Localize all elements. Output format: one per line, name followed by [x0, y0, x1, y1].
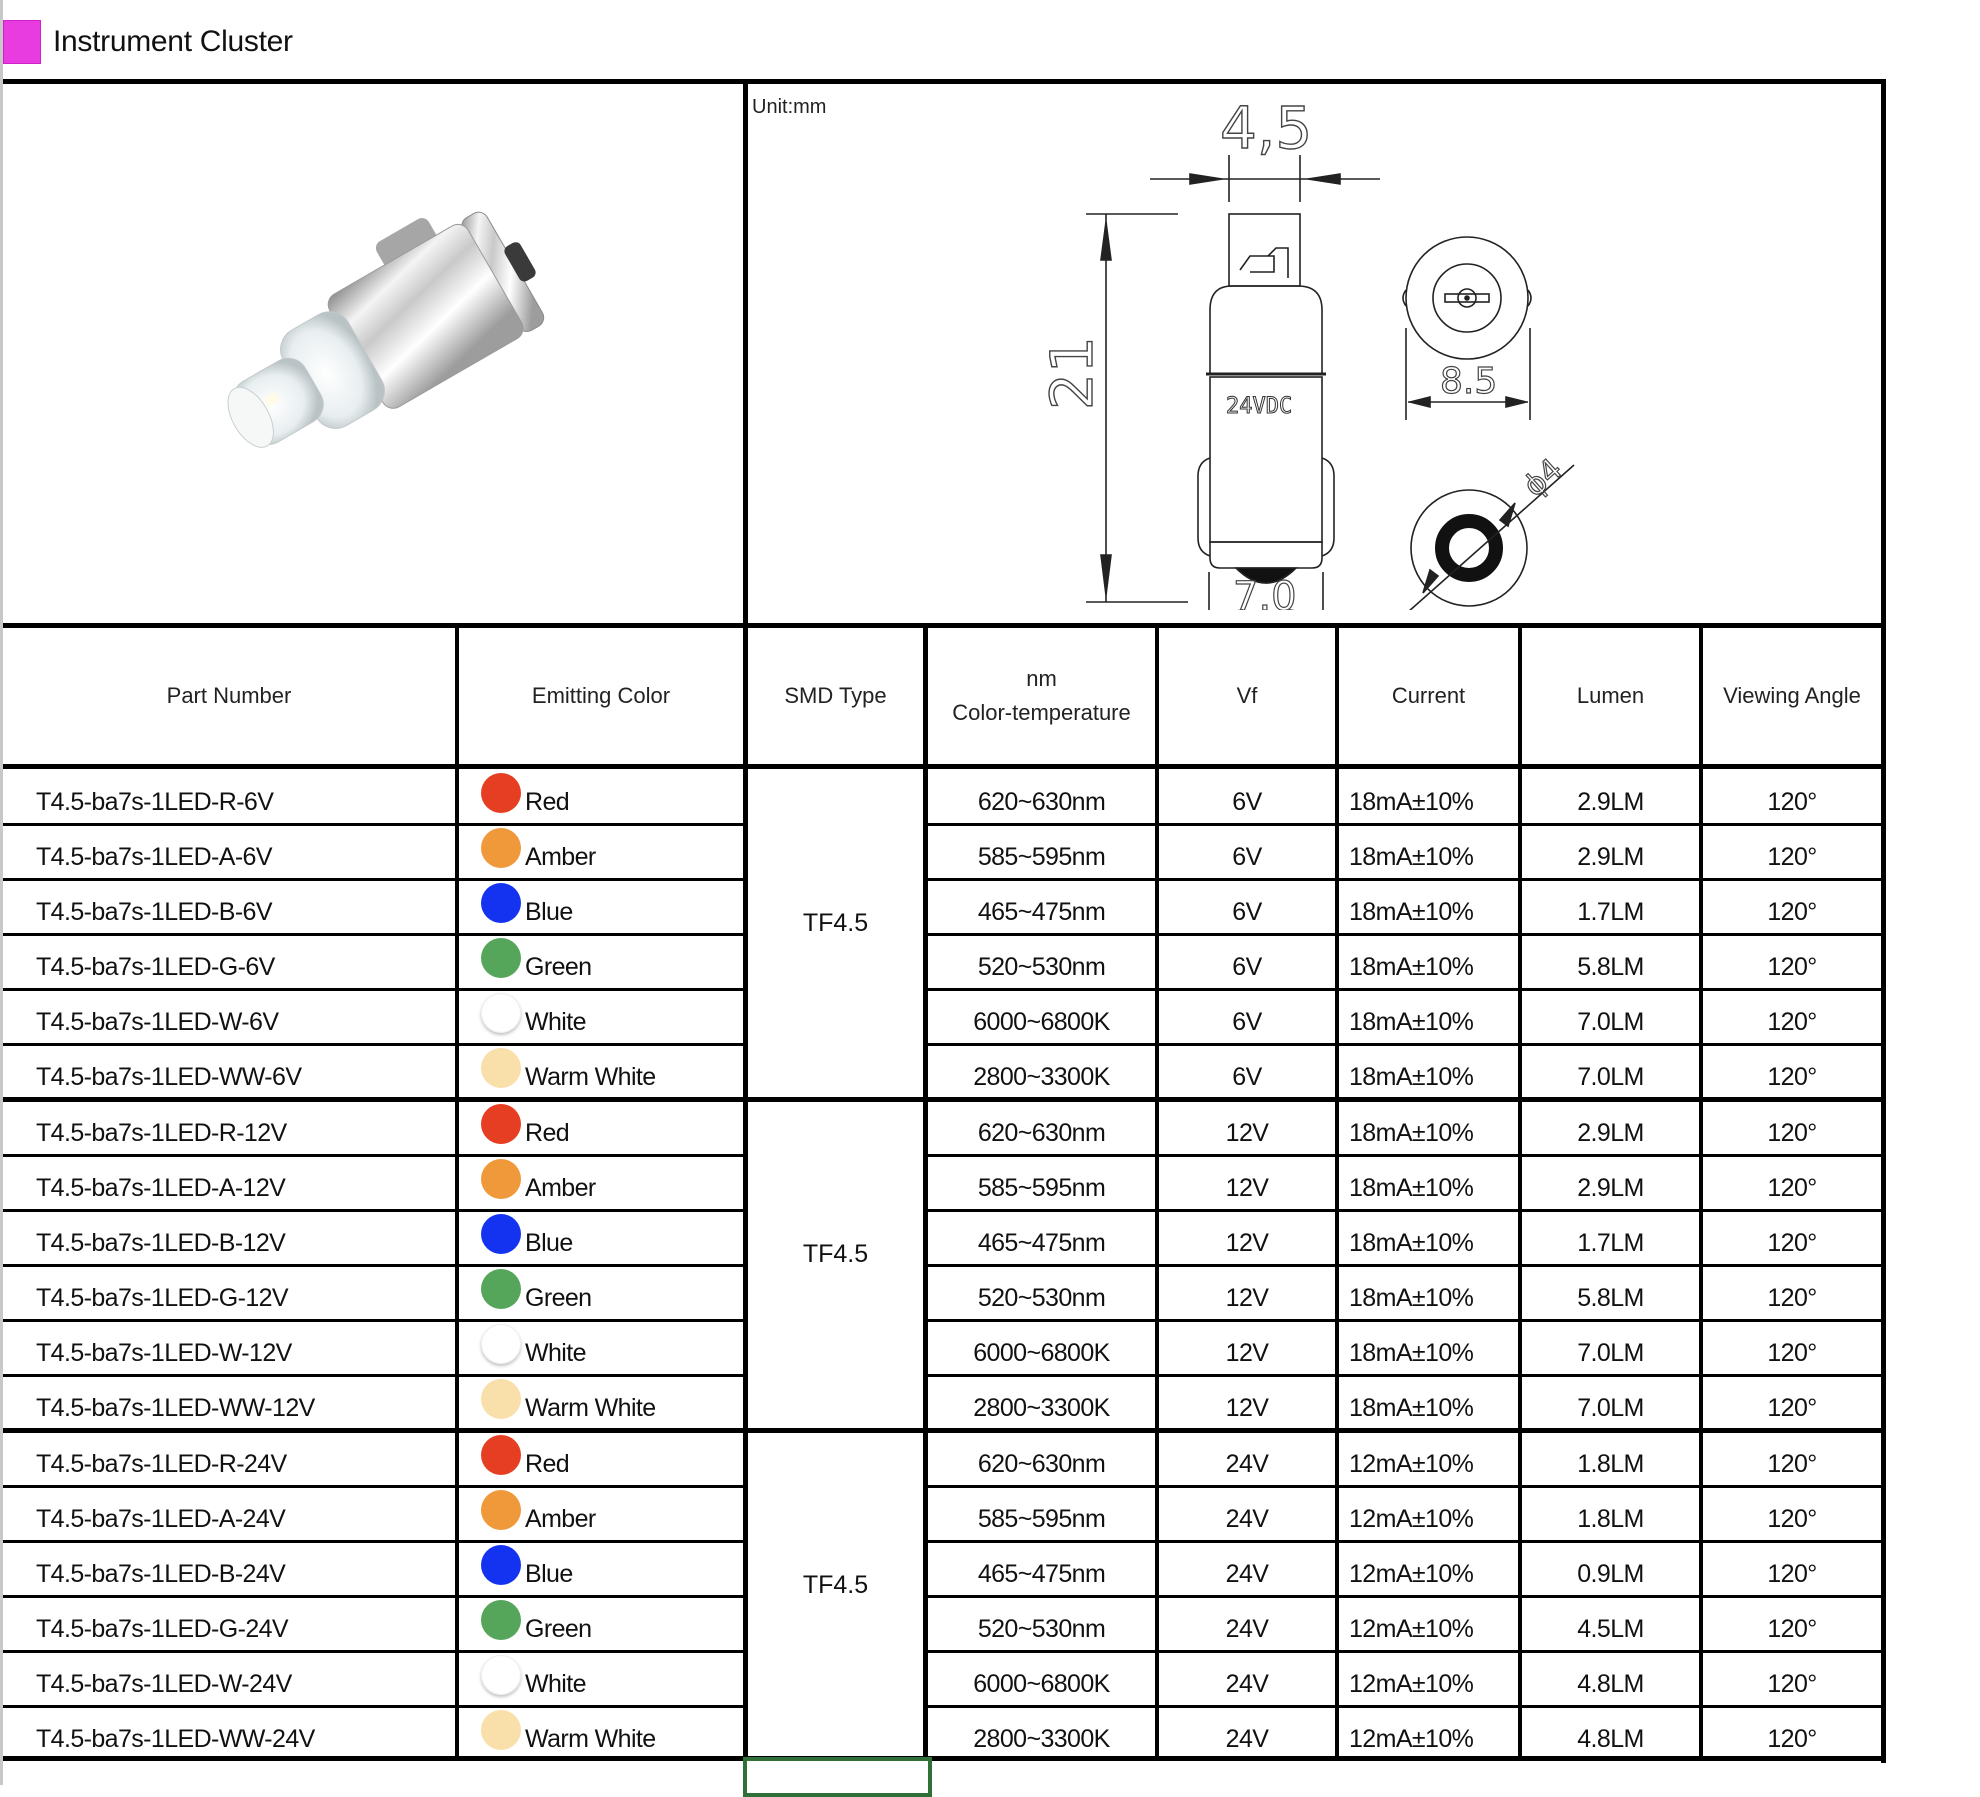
current-cell: [1339, 989, 1518, 1044]
vf-cell: [1159, 1486, 1335, 1541]
current-cell: [1339, 879, 1518, 934]
vf-cell-text: 12V: [1225, 1174, 1269, 1202]
wavelength-cell-text: 520~530nm: [977, 1615, 1106, 1643]
vf-cell-text: 6V: [1232, 1063, 1262, 1091]
vf-cell: [1159, 1210, 1335, 1265]
wavelength-cell-text: 465~475nm: [977, 898, 1106, 926]
wavelength-cell-text: 520~530nm: [977, 1284, 1106, 1312]
part-number-cell: [3, 1265, 455, 1320]
vf-cell-text: 6V: [1232, 788, 1262, 816]
emitting-color-cell: [459, 1320, 743, 1375]
color-swatch-icon: [481, 1435, 521, 1475]
viewing-angle-cell: [1703, 1486, 1881, 1541]
vf-cell-text: 24V: [1225, 1450, 1269, 1478]
wavelength-cell: [928, 1265, 1155, 1320]
viewing-angle-cell-text: 120°: [1767, 1725, 1817, 1753]
emitting-color-cell-text: Green: [525, 953, 592, 981]
lumen-cell: [1522, 1486, 1699, 1541]
viewing-angle-cell: [1703, 1651, 1881, 1706]
wavelength-cell-text: 6000~6800K: [973, 1008, 1110, 1036]
lumen-cell: [1522, 1320, 1699, 1375]
part-number-cell: [3, 1044, 455, 1099]
dim-base-width: 7.0: [1233, 574, 1297, 610]
vf-cell: [1159, 934, 1335, 989]
title-color-marker: [3, 20, 41, 64]
vf-cell-text: 12V: [1225, 1119, 1269, 1147]
viewing-angle-cell-text: 120°: [1767, 1008, 1817, 1036]
emitting-color-cell: [459, 1100, 743, 1155]
current-cell: [1339, 1265, 1518, 1320]
color-swatch-icon: [481, 883, 521, 923]
selected-cell[interactable]: [743, 1757, 932, 1797]
table-right-border: [1881, 79, 1886, 1763]
part-number-cell-text: T4.5-ba7s-1LED-G-24V: [36, 1615, 289, 1643]
lumen-cell: [1522, 1210, 1699, 1265]
lumen-cell-text: 7.0LM: [1577, 1394, 1644, 1422]
part-number-cell: [3, 934, 455, 989]
part-number-cell: [3, 879, 455, 934]
emitting-color-cell-text: Red: [525, 1450, 570, 1478]
lumen-cell: [1522, 934, 1699, 989]
part-number-cell-text: T4.5-ba7s-1LED-W-12V: [36, 1339, 292, 1367]
vf-cell-text: 6V: [1232, 843, 1262, 871]
viewing-angle-cell: [1703, 1265, 1881, 1320]
vf-cell: [1159, 1100, 1335, 1155]
vf-cell-text: 24V: [1225, 1725, 1269, 1753]
unit-label: Unit:mm: [752, 96, 827, 118]
wavelength-cell: [928, 824, 1155, 879]
emitting-color-cell-text: Warm White: [525, 1394, 656, 1422]
lumen-cell-text: 4.8LM: [1577, 1725, 1644, 1753]
part-number-cell: [3, 1486, 455, 1541]
wavelength-cell: [928, 934, 1155, 989]
viewing-angle-cell-text: 120°: [1767, 1394, 1817, 1422]
color-swatch-icon: [481, 1324, 521, 1364]
emitting-color-cell: [459, 1431, 743, 1486]
lumen-cell: [1522, 1100, 1699, 1155]
lumen-cell: [1522, 1265, 1699, 1320]
current-cell-text: 12mA±10%: [1349, 1560, 1474, 1588]
current-cell: [1339, 824, 1518, 879]
emitting-color-cell: [459, 1265, 743, 1320]
viewing-angle-cell-text: 120°: [1767, 953, 1817, 981]
lumen-cell: [1522, 1375, 1699, 1430]
dim-height: 21: [1038, 336, 1106, 410]
lumen-cell-text: 1.8LM: [1577, 1450, 1644, 1478]
emitting-color-cell-text: Amber: [525, 1505, 596, 1533]
header-wavelength: [928, 628, 1155, 764]
current-cell-text: 18mA±10%: [1349, 1119, 1474, 1147]
wavelength-cell: [928, 1706, 1155, 1761]
viewing-angle-cell: [1703, 1210, 1881, 1265]
header-vf: Vf: [1236, 683, 1258, 708]
vf-cell-text: 24V: [1225, 1505, 1269, 1533]
wavelength-cell-text: 620~630nm: [977, 788, 1106, 816]
image-divider: [743, 79, 748, 627]
viewing-angle-cell-text: 120°: [1767, 1339, 1817, 1367]
current-cell: [1339, 1706, 1518, 1761]
current-cell: [1339, 1541, 1518, 1596]
header-part-number: Part Number: [166, 683, 292, 708]
emitting-color-cell: [459, 934, 743, 989]
viewing-angle-cell-text: 120°: [1767, 1063, 1817, 1091]
color-swatch-icon: [481, 828, 521, 868]
dim-contact-diameter: ϕ4: [1516, 451, 1570, 504]
lumen-cell: [1522, 1651, 1699, 1706]
vf-cell: [1159, 1431, 1335, 1486]
table-top-border: [3, 79, 1886, 84]
viewing-angle-cell: [1703, 989, 1881, 1044]
lumen-cell: [1522, 989, 1699, 1044]
header-lumen: Lumen: [1576, 683, 1645, 708]
wavelength-cell: [928, 1375, 1155, 1430]
current-cell: [1339, 1044, 1518, 1099]
lumen-cell: [1522, 1706, 1699, 1761]
vf-cell: [1159, 1265, 1335, 1320]
current-cell-text: 18mA±10%: [1349, 1174, 1474, 1202]
viewing-angle-cell-text: 120°: [1767, 1450, 1817, 1478]
wavelength-cell-text: 620~630nm: [977, 1119, 1106, 1147]
header-wavelength-unit: nm: [1026, 666, 1057, 691]
current-cell: [1339, 1596, 1518, 1651]
lumen-cell: [1522, 1596, 1699, 1651]
lumen-cell-text: 0.9LM: [1577, 1560, 1644, 1588]
wavelength-cell-text: 465~475nm: [977, 1560, 1106, 1588]
part-number-cell-text: T4.5-ba7s-1LED-W-6V: [36, 1008, 279, 1036]
viewing-angle-cell-text: 120°: [1767, 1505, 1817, 1533]
part-number-cell: [3, 824, 455, 879]
current-cell: [1339, 1651, 1518, 1706]
emitting-color-cell: [459, 769, 743, 824]
emitting-color-cell-text: Blue: [525, 1229, 573, 1257]
current-cell-text: 18mA±10%: [1349, 1284, 1474, 1312]
vf-cell: [1159, 1155, 1335, 1210]
emitting-color-cell: [459, 1044, 743, 1099]
current-cell-text: 12mA±10%: [1349, 1505, 1474, 1533]
viewing-angle-cell: [1703, 934, 1881, 989]
part-number-cell-text: T4.5-ba7s-1LED-A-24V: [36, 1505, 286, 1533]
viewing-angle-cell: [1703, 1596, 1881, 1651]
dim-width-top: 4,5: [1220, 94, 1313, 162]
wavelength-cell-text: 585~595nm: [977, 1174, 1106, 1202]
part-number-cell-text: T4.5-ba7s-1LED-B-24V: [36, 1560, 286, 1588]
viewing-angle-cell: [1703, 879, 1881, 934]
part-number-cell-text: T4.5-ba7s-1LED-R-12V: [36, 1119, 287, 1147]
part-number-cell: [3, 1155, 455, 1210]
viewing-angle-cell-text: 120°: [1767, 1560, 1817, 1588]
lumen-cell-text: 5.8LM: [1577, 1284, 1644, 1312]
color-swatch-icon: [481, 1655, 521, 1695]
wavelength-cell-text: 2800~3300K: [973, 1063, 1110, 1091]
part-number-cell: [3, 1320, 455, 1375]
viewing-angle-cell-text: 120°: [1767, 1174, 1817, 1202]
current-cell-text: 18mA±10%: [1349, 1229, 1474, 1257]
emitting-color-cell: [459, 879, 743, 934]
part-number-cell: [3, 1431, 455, 1486]
wavelength-cell-text: 620~630nm: [977, 1450, 1106, 1478]
part-number-cell-text: T4.5-ba7s-1LED-G-12V: [36, 1284, 289, 1312]
part-number-cell: [3, 989, 455, 1044]
viewing-angle-cell-text: 120°: [1767, 843, 1817, 871]
part-number-cell-text: T4.5-ba7s-1LED-A-12V: [36, 1174, 286, 1202]
wavelength-cell-text: 2800~3300K: [973, 1394, 1110, 1422]
header-smd-type: SMD Type: [784, 683, 887, 708]
color-swatch-icon: [481, 1214, 521, 1254]
lumen-cell-text: 2.9LM: [1577, 1119, 1644, 1147]
viewing-angle-cell: [1703, 824, 1881, 879]
wavelength-cell-text: 585~595nm: [977, 1505, 1106, 1533]
emitting-color-cell: [459, 1651, 743, 1706]
current-cell-text: 18mA±10%: [1349, 1394, 1474, 1422]
emitting-color-cell-text: Warm White: [525, 1063, 656, 1091]
current-cell-text: 18mA±10%: [1349, 1063, 1474, 1091]
body-marking: 24VDC: [1226, 394, 1293, 419]
vf-cell-text: 24V: [1225, 1670, 1269, 1698]
part-number-cell: [3, 1100, 455, 1155]
current-cell: [1339, 769, 1518, 824]
lumen-cell-text: 7.0LM: [1577, 1008, 1644, 1036]
part-number-cell-text: T4.5-ba7s-1LED-W-24V: [36, 1670, 292, 1698]
lumen-cell: [1522, 879, 1699, 934]
color-swatch-icon: [481, 1490, 521, 1530]
part-number-cell: [3, 1706, 455, 1761]
wavelength-cell: [928, 1210, 1155, 1265]
emitting-color-cell-text: Red: [525, 788, 570, 816]
viewing-angle-cell-text: 120°: [1767, 788, 1817, 816]
vf-cell-text: 6V: [1232, 953, 1262, 981]
viewing-angle-cell: [1703, 1431, 1881, 1486]
part-number-cell-text: T4.5-ba7s-1LED-R-6V: [36, 788, 274, 816]
part-number-cell: [3, 1596, 455, 1651]
part-number-cell-text: T4.5-ba7s-1LED-G-6V: [36, 953, 275, 981]
emitting-color-cell: [459, 1486, 743, 1541]
lumen-cell-text: 2.9LM: [1577, 843, 1644, 871]
emitting-color-cell-text: Blue: [525, 1560, 573, 1588]
smd-type-cell: TF4.5: [802, 909, 869, 937]
part-number-cell-text: T4.5-ba7s-1LED-B-12V: [36, 1229, 286, 1257]
wavelength-cell-text: 585~595nm: [977, 843, 1106, 871]
vf-cell-text: 6V: [1232, 1008, 1262, 1036]
lumen-cell-text: 1.8LM: [1577, 1505, 1644, 1533]
emitting-color-cell-text: Warm White: [525, 1725, 656, 1753]
wavelength-cell: [928, 1100, 1155, 1155]
vf-cell-text: 12V: [1225, 1339, 1269, 1367]
wavelength-cell-text: 6000~6800K: [973, 1339, 1110, 1367]
emitting-color-cell-text: White: [525, 1339, 586, 1367]
wavelength-cell-text: 520~530nm: [977, 953, 1106, 981]
vf-cell: [1159, 1596, 1335, 1651]
vf-cell-text: 24V: [1225, 1615, 1269, 1643]
emitting-color-cell-text: Green: [525, 1615, 592, 1643]
wavelength-cell: [928, 1155, 1155, 1210]
part-number-cell-text: T4.5-ba7s-1LED-A-6V: [36, 843, 272, 871]
vf-cell: [1159, 989, 1335, 1044]
emitting-color-cell: [459, 1155, 743, 1210]
wavelength-cell-text: 465~475nm: [977, 1229, 1106, 1257]
emitting-color-cell-text: Green: [525, 1284, 592, 1312]
emitting-color-cell-text: Amber: [525, 843, 596, 871]
vf-cell: [1159, 1651, 1335, 1706]
lumen-cell: [1522, 1155, 1699, 1210]
color-swatch-icon: [481, 773, 521, 813]
wavelength-cell: [928, 1596, 1155, 1651]
lumen-cell: [1522, 769, 1699, 824]
header-current: Current: [1391, 683, 1466, 708]
emitting-color-cell: [459, 989, 743, 1044]
lumen-cell-text: 2.9LM: [1577, 1174, 1644, 1202]
viewing-angle-cell-text: 120°: [1767, 1229, 1817, 1257]
color-swatch-icon: [481, 1710, 521, 1750]
lumen-cell: [1522, 1044, 1699, 1099]
viewing-angle-cell-text: 120°: [1767, 1670, 1817, 1698]
lumen-cell: [1522, 1541, 1699, 1596]
part-number-cell: [3, 1375, 455, 1430]
current-cell: [1339, 1100, 1518, 1155]
lumen-cell-text: 2.9LM: [1577, 788, 1644, 816]
part-number-cell-text: T4.5-ba7s-1LED-WW-24V: [36, 1725, 315, 1753]
color-swatch-icon: [481, 993, 521, 1033]
color-swatch-icon: [481, 1104, 521, 1144]
part-number-cell-text: T4.5-ba7s-1LED-WW-6V: [36, 1063, 302, 1091]
current-cell-text: 12mA±10%: [1349, 1670, 1474, 1698]
vf-cell: [1159, 824, 1335, 879]
current-cell: [1339, 1486, 1518, 1541]
viewing-angle-cell: [1703, 1320, 1881, 1375]
part-number-cell: [3, 1210, 455, 1265]
viewing-angle-cell: [1703, 1541, 1881, 1596]
emitting-color-cell-text: Amber: [525, 1174, 596, 1202]
color-swatch-icon: [481, 1048, 521, 1088]
vf-cell: [1159, 879, 1335, 934]
viewing-angle-cell-text: 120°: [1767, 1615, 1817, 1643]
viewing-angle-cell-text: 120°: [1767, 1284, 1817, 1312]
emitting-color-cell: [459, 824, 743, 879]
viewing-angle-cell: [1703, 1706, 1881, 1761]
wavelength-cell: [928, 1320, 1155, 1375]
wavelength-cell: [928, 1431, 1155, 1486]
part-number-cell: [3, 1651, 455, 1706]
wavelength-cell-text: 6000~6800K: [973, 1670, 1110, 1698]
viewing-angle-cell: [1703, 1155, 1881, 1210]
lumen-cell-text: 7.0LM: [1577, 1063, 1644, 1091]
lumen-cell-text: 5.8LM: [1577, 953, 1644, 981]
part-number-cell: [3, 769, 455, 824]
current-cell-text: 12mA±10%: [1349, 1615, 1474, 1643]
wavelength-cell: [928, 1541, 1155, 1596]
viewing-angle-cell: [1703, 1100, 1881, 1155]
product-photo: [130, 190, 600, 520]
part-number-cell-text: T4.5-ba7s-1LED-WW-12V: [36, 1394, 315, 1422]
vf-cell: [1159, 1706, 1335, 1761]
current-cell: [1339, 1431, 1518, 1486]
emitting-color-cell: [459, 1375, 743, 1430]
header-viewing-angle: Viewing Angle: [1723, 683, 1861, 708]
vf-cell: [1159, 1375, 1335, 1430]
vf-cell-text: 12V: [1225, 1394, 1269, 1422]
current-cell-text: 18mA±10%: [1349, 1008, 1474, 1036]
lumen-cell: [1522, 824, 1699, 879]
lumen-cell-text: 4.5LM: [1577, 1615, 1644, 1643]
color-swatch-icon: [481, 1545, 521, 1585]
viewing-angle-cell-text: 120°: [1767, 1119, 1817, 1147]
emitting-color-cell-text: White: [525, 1670, 586, 1698]
vf-cell: [1159, 1320, 1335, 1375]
current-cell: [1339, 934, 1518, 989]
color-swatch-icon: [481, 1269, 521, 1309]
emitting-color-cell-text: Red: [525, 1119, 570, 1147]
header-wavelength-label: Color-temperature: [952, 700, 1131, 725]
vf-cell-text: 24V: [1225, 1560, 1269, 1588]
part-number-cell-text: T4.5-ba7s-1LED-B-6V: [36, 898, 272, 926]
emitting-color-cell: [459, 1596, 743, 1651]
lumen-cell-text: 1.7LM: [1577, 898, 1644, 926]
color-swatch-icon: [481, 1379, 521, 1419]
lumen-cell-text: 4.8LM: [1577, 1670, 1644, 1698]
part-number-cell-text: T4.5-ba7s-1LED-R-24V: [36, 1450, 287, 1478]
vf-cell: [1159, 769, 1335, 824]
emitting-color-cell: [459, 1210, 743, 1265]
vf-cell-text: 6V: [1232, 898, 1262, 926]
part-number-cell: [3, 1541, 455, 1596]
current-cell-text: 12mA±10%: [1349, 1725, 1474, 1753]
technical-drawing: [1030, 90, 1630, 610]
header-emitting-color: Emitting Color: [531, 683, 671, 708]
color-swatch-icon: [481, 1159, 521, 1199]
vf-cell-text: 12V: [1225, 1284, 1269, 1312]
viewing-angle-cell: [1703, 1375, 1881, 1430]
viewing-angle-cell: [1703, 1044, 1881, 1099]
color-swatch-icon: [481, 938, 521, 978]
wavelength-cell: [928, 989, 1155, 1044]
emitting-color-cell-text: White: [525, 1008, 586, 1036]
current-cell-text: 18mA±10%: [1349, 788, 1474, 816]
wavelength-cell: [928, 879, 1155, 934]
lumen-cell-text: 7.0LM: [1577, 1339, 1644, 1367]
color-swatch-icon: [481, 1600, 521, 1640]
current-cell: [1339, 1210, 1518, 1265]
smd-type-cell: TF4.5: [802, 1240, 869, 1268]
lumen-cell: [1522, 1431, 1699, 1486]
current-cell-text: 18mA±10%: [1349, 953, 1474, 981]
lumen-cell-text: 1.7LM: [1577, 1229, 1644, 1257]
viewing-angle-cell-text: 120°: [1767, 898, 1817, 926]
vf-cell-text: 12V: [1225, 1229, 1269, 1257]
dim-base-diameter: 8.5: [1440, 361, 1498, 402]
emitting-color-cell: [459, 1541, 743, 1596]
current-cell-text: 18mA±10%: [1349, 843, 1474, 871]
page-title: Instrument Cluster: [53, 25, 293, 58]
wavelength-cell: [928, 769, 1155, 824]
emitting-color-cell: [459, 1706, 743, 1761]
vf-cell: [1159, 1541, 1335, 1596]
wavelength-cell: [928, 1044, 1155, 1099]
wavelength-cell: [928, 1486, 1155, 1541]
smd-type-cell: TF4.5: [802, 1571, 869, 1599]
current-cell: [1339, 1375, 1518, 1430]
current-cell: [1339, 1320, 1518, 1375]
current-cell-text: 18mA±10%: [1349, 898, 1474, 926]
wavelength-cell-text: 2800~3300K: [973, 1725, 1110, 1753]
current-cell-text: 12mA±10%: [1349, 1450, 1474, 1478]
vf-cell: [1159, 1044, 1335, 1099]
current-cell-text: 18mA±10%: [1349, 1339, 1474, 1367]
emitting-color-cell-text: Blue: [525, 898, 573, 926]
viewing-angle-cell: [1703, 769, 1881, 824]
current-cell: [1339, 1155, 1518, 1210]
wavelength-cell: [928, 1651, 1155, 1706]
